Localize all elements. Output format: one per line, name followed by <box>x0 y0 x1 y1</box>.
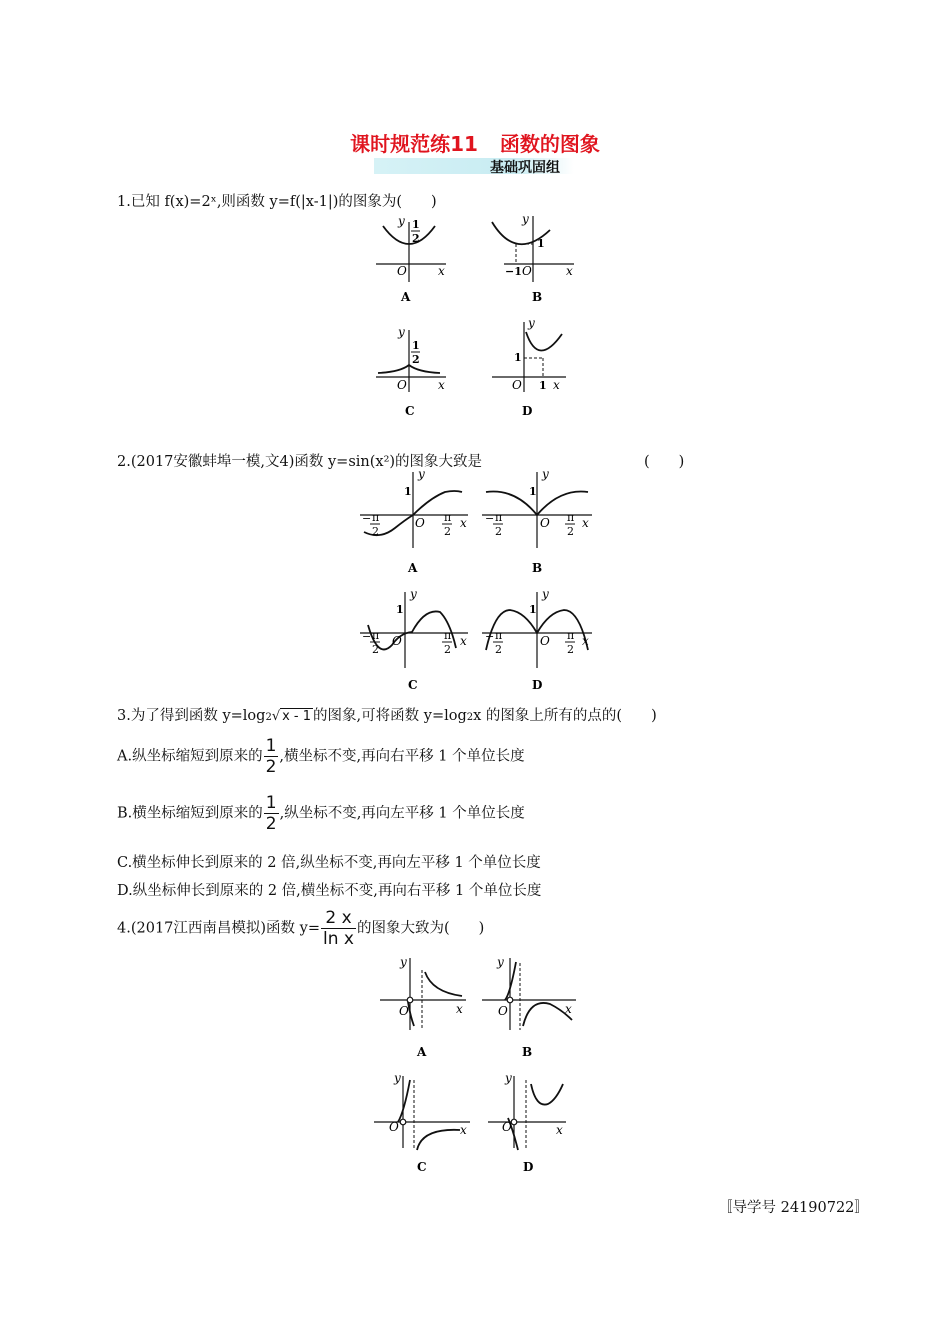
svg-text:y: y <box>394 1071 401 1085</box>
svg-text:y: y <box>522 212 529 226</box>
q4-label-b: B <box>522 1045 533 1059</box>
svg-text:1: 1 <box>412 218 420 231</box>
svg-text:y: y <box>542 587 549 601</box>
fraction-half: $\frac{1}{2}$ <box>265 793 277 834</box>
svg-text:2: 2 <box>495 643 502 656</box>
q4-graph-a <box>380 955 466 1059</box>
svg-text:−: − <box>485 630 495 643</box>
svg-text:O: O <box>397 378 407 392</box>
section-subtitle: 基础巩固组 <box>490 160 560 176</box>
question-1-stem: 1.已知 f(x)=2ˣ,则函数 y=f(|x-1|)的图象为( ) <box>117 194 437 210</box>
svg-text:y: y <box>410 587 417 601</box>
svg-text:1: 1 <box>404 485 412 498</box>
guide-number: 〚导学号 24190722〛 <box>718 1200 869 1216</box>
q1-graph-b <box>492 212 574 304</box>
q2-graph-c <box>360 587 468 692</box>
svg-text:x: x <box>582 516 589 530</box>
svg-text:O: O <box>522 264 532 278</box>
svg-text:1: 1 <box>396 603 404 616</box>
svg-text:x: x <box>460 1123 467 1137</box>
svg-text:x: x <box>582 634 589 648</box>
q4-graph-b <box>482 955 576 1059</box>
svg-text:y: y <box>400 955 407 969</box>
q2-graph-a <box>360 467 468 575</box>
svg-text:y: y <box>398 325 405 339</box>
q1-graph-d <box>492 316 566 418</box>
svg-text:−: − <box>485 512 495 525</box>
svg-text:2: 2 <box>567 643 574 656</box>
question-3-option-d: D.纵坐标伸长到原来的 2 倍,横坐标不变,再向右平移 1 个单位长度 <box>117 883 542 899</box>
svg-text:2: 2 <box>372 643 379 656</box>
question-2-paren: ( ) <box>644 454 685 470</box>
q1a-y-label: y <box>398 214 405 228</box>
svg-text:2: 2 <box>444 643 451 656</box>
q4-label-d: D <box>523 1160 534 1174</box>
svg-text:x: x <box>460 634 467 648</box>
title-main: 课时规范练11 <box>350 132 478 156</box>
svg-text:x: x <box>438 264 445 278</box>
q4-label-a: A <box>417 1045 427 1059</box>
svg-text:O: O <box>399 1004 409 1018</box>
svg-text:1: 1 <box>412 339 420 352</box>
q4-graph-c <box>374 1071 470 1174</box>
svg-text:π: π <box>444 511 452 524</box>
svg-text:x: x <box>556 1123 563 1137</box>
question-3-option-a: A.纵坐标缩短到原来的 $\frac{1}{2}$ ,横坐标不变,再向右平移 1 个单位长度 <box>117 736 525 777</box>
svg-text:1: 1 <box>539 379 547 392</box>
svg-text:−: − <box>362 630 372 643</box>
q1-graph-a <box>376 214 446 304</box>
svg-text:O: O <box>512 378 522 392</box>
svg-text:y: y <box>497 955 504 969</box>
svg-text:O: O <box>502 1120 512 1134</box>
svg-text:y: y <box>542 467 549 481</box>
question-3-stem: 3.为了得到函数 y=log2√ x - 1 的图象,可将函数 y=log2x 的图象上所有的点的( ) <box>117 708 657 724</box>
fraction-half: $\frac{1}{2}$ <box>265 736 277 777</box>
svg-text:x: x <box>553 378 560 392</box>
svg-text:π: π <box>495 629 503 642</box>
svg-text:−: − <box>362 512 372 525</box>
question-3-option-b: B.横坐标缩短到原来的 $\frac{1}{2}$ ,纵坐标不变,再向左平移 1 个单位长度 <box>117 793 525 834</box>
q2-label-c: C <box>408 678 418 692</box>
svg-text:π: π <box>495 511 503 524</box>
svg-text:2: 2 <box>412 232 420 245</box>
svg-text:x: x <box>456 1002 463 1016</box>
q1-label-c: C <box>405 404 415 418</box>
q1-label-b: B <box>532 290 543 304</box>
svg-text:π: π <box>444 629 452 642</box>
q4-graph-d <box>488 1071 566 1174</box>
q2-graph-d <box>482 587 592 692</box>
title-topic: 函数的图象 <box>499 132 600 156</box>
svg-text:O: O <box>540 634 550 648</box>
svg-text:O: O <box>397 264 407 278</box>
root-sign: √ <box>271 709 281 724</box>
svg-text:O: O <box>392 634 402 648</box>
svg-text:π: π <box>567 511 575 524</box>
svg-text:−1: −1 <box>505 265 522 278</box>
svg-text:1: 1 <box>537 237 545 250</box>
svg-text:π: π <box>372 511 380 524</box>
q2-label-b: B <box>532 561 543 575</box>
svg-text:2: 2 <box>372 525 379 538</box>
q2-label-a: A <box>408 561 418 575</box>
svg-text:π: π <box>567 629 575 642</box>
q1-label-a: A <box>401 290 411 304</box>
svg-text:2: 2 <box>567 525 574 538</box>
q2-label-d: D <box>532 678 543 692</box>
svg-text:x: x <box>438 378 445 392</box>
svg-text:O: O <box>415 516 425 530</box>
q1-label-d: D <box>522 404 533 418</box>
svg-text:1: 1 <box>514 351 522 364</box>
svg-text:x: x <box>566 264 573 278</box>
question-4-stem: 4.(2017江西南昌模拟)函数 y= $\frac{2 x}{\text{ln x}}$ 的图象大致为( ) <box>117 908 485 949</box>
svg-text:π: π <box>372 629 380 642</box>
q4-label-c: C <box>417 1160 427 1174</box>
svg-text:2: 2 <box>495 525 502 538</box>
svg-text:2: 2 <box>412 353 420 366</box>
svg-text:O: O <box>540 516 550 530</box>
svg-text:2: 2 <box>444 525 451 538</box>
fraction-2x-lnx: $\frac{2 x}{\text{ln x}}$ <box>323 908 354 949</box>
svg-text:1: 1 <box>529 485 537 498</box>
svg-text:y: y <box>418 467 425 481</box>
svg-text:y: y <box>505 1071 512 1085</box>
svg-text:O: O <box>498 1004 508 1018</box>
svg-text:y: y <box>528 316 535 330</box>
svg-text:x: x <box>460 516 467 530</box>
question-2-stem: 2.(2017安徽蚌埠一模,文4)函数 y=sin(x²)的图象大致是 <box>117 454 483 470</box>
q2-graph-b <box>482 467 592 575</box>
svg-text:O: O <box>389 1120 399 1134</box>
svg-text:1: 1 <box>529 603 537 616</box>
svg-text:x: x <box>565 1002 572 1016</box>
q1-graph-c <box>376 325 446 418</box>
question-3-option-c: C.横坐标伸长到原来的 2 倍,纵坐标不变,再向左平移 1 个单位长度 <box>117 855 541 871</box>
